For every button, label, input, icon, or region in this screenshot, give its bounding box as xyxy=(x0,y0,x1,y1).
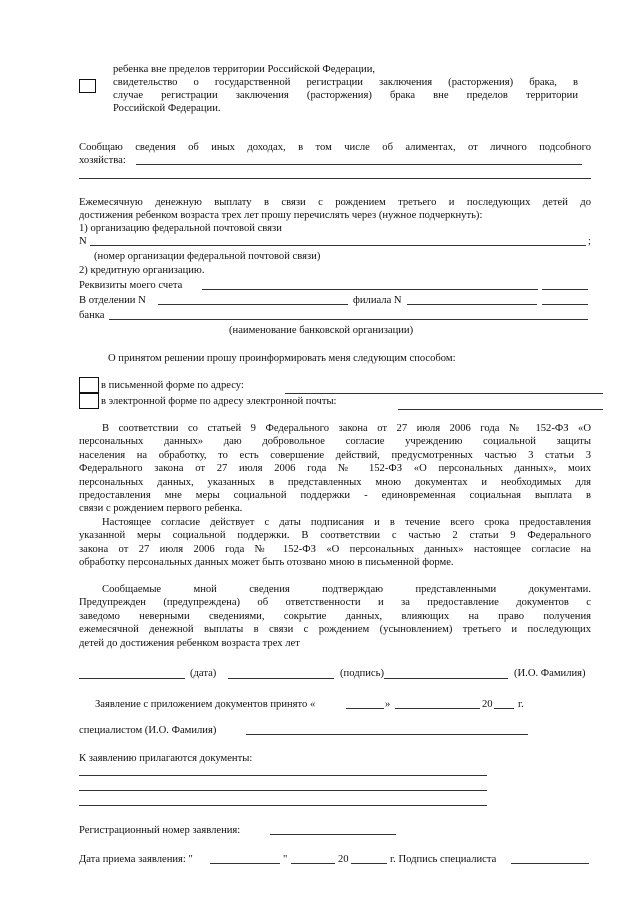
consent-line: Сообщаемые мной сведения подтверждаю представленными документами. xyxy=(102,584,591,595)
bank-field[interactable] xyxy=(109,319,588,320)
branch-label: В отделении N xyxy=(79,295,146,306)
consent-line: персональных данных, указанных в представленных мною документах и необходимых для xyxy=(79,476,591,488)
document-checkbox[interactable] xyxy=(79,79,96,93)
receipt-rest: г. Подпись специалиста xyxy=(390,854,497,865)
bank-caption: (наименование банковской организации) xyxy=(229,325,414,336)
receipt-sign-field[interactable] xyxy=(511,863,589,864)
accepted-text: Заявление с приложением документов принято « xyxy=(95,699,316,710)
receipt-year-prefix: 20 xyxy=(338,854,349,865)
doc-line: свидетельство о государственной регистрации заключения (расторжения) брака, в xyxy=(113,77,578,88)
accepted-year-suffix: г. xyxy=(518,699,524,710)
notify-paper-checkbox[interactable] xyxy=(79,377,99,393)
post-caption: (номер организации федеральной почтовой связи) xyxy=(94,251,321,262)
attached-line[interactable] xyxy=(79,790,487,791)
reg-label: Регистрационный номер заявления: xyxy=(79,825,241,836)
post-number-end: ; xyxy=(588,236,591,247)
receipt-year-field[interactable] xyxy=(351,863,387,864)
attached-label: К заявлению прилагаются документы: xyxy=(79,753,253,764)
receipt-label: Дата приема заявления: " xyxy=(79,854,193,865)
other-income-text: Сообщаю сведения об иных доходах, в том числе об алиментах, от личного подсобного xyxy=(79,142,591,153)
fio-field[interactable] xyxy=(384,678,508,679)
signature-caption: (подпись) xyxy=(340,668,384,679)
account-label: Реквизиты моего счета xyxy=(79,280,183,291)
consent-line: персональных данных» даю добровольное согласие учреждению социальной защиты xyxy=(79,436,591,448)
notify-paper-field[interactable] xyxy=(285,393,603,394)
other-income-field-2[interactable] xyxy=(79,178,591,179)
consent-line: закона от 27 июля 2006 года № 152-ФЗ «О персональных данных» настоящее согласие на xyxy=(79,543,591,555)
attached-line[interactable] xyxy=(79,805,487,806)
payment-text: достижения ребенком возраста трех лет прошу перечислять через (нужное подчеркнуть): xyxy=(79,210,483,221)
specialist-field[interactable] xyxy=(246,734,528,735)
receipt-quote: " xyxy=(283,854,288,865)
accepted-year-field[interactable] xyxy=(494,708,514,709)
accepted-year-prefix: 20 xyxy=(482,699,493,710)
consent-line: Федерального закона от 27 июля 2006 года № 152-ФЗ «О персональных данных», моих xyxy=(79,463,591,475)
consent-line: обработку персональных данных может быть отозвано мною в письменной форме. xyxy=(79,557,454,569)
receipt-day-field[interactable] xyxy=(210,863,280,864)
account-field[interactable] xyxy=(202,289,538,290)
consent-line: населения на обработку, то есть совершение действий, предусмотренных частью 3 статьи 3 xyxy=(79,449,591,461)
consent-line: детей до достижения ребенком возраста трех лет xyxy=(79,637,300,649)
consent-line: указанной меры социальной поддержки. В соответствии с частью 2 статьи 9 Федерального xyxy=(79,530,591,542)
consent-line: В соответствии со статьей 9 Федерального закона от 27 июля 2006 года № 152-ФЗ «О xyxy=(102,423,591,434)
payment-text: Ежемесячную денежную выплату в связи с рождением третьего и последующих детей до xyxy=(79,197,591,208)
reg-field[interactable] xyxy=(270,834,396,835)
doc-line: ребенка вне пределов территории Российской Федерации, xyxy=(113,64,376,75)
specialist-label: специалистом (И.О. Фамилия) xyxy=(79,725,217,736)
date-caption: (дата) xyxy=(190,668,217,679)
notify-intro: О принятом решении прошу проинформировать меня следующим способом: xyxy=(108,353,456,364)
filial-label: филиала N xyxy=(353,295,402,306)
consent-line: ежемесячной денежной выплаты в связи с рождением (усыновлением) третьего и последующих xyxy=(79,624,591,636)
account-field-2[interactable] xyxy=(542,289,588,290)
branch-field[interactable] xyxy=(158,304,348,305)
payment-option-bank[interactable]: 2) кредитную организацию. xyxy=(79,265,205,276)
doc-line: случае регистрации заключения (расторжения) брака вне пределов территории xyxy=(113,90,578,101)
accepted-month-field[interactable] xyxy=(395,708,480,709)
notify-email-label: в электронной форме по адресу электронной почты: xyxy=(101,396,337,407)
fio-caption: (И.О. Фамилия) xyxy=(514,668,586,679)
consent-line: Настоящее согласие действует с даты подписания и в течение всего срока предоставления xyxy=(102,517,591,528)
consent-line: связи с рождением первого ребенка. xyxy=(79,503,243,515)
notify-email-field[interactable] xyxy=(398,409,603,410)
post-number-field[interactable] xyxy=(90,245,586,246)
doc-line: Российской Федерации. xyxy=(113,103,221,114)
filial-field-2[interactable] xyxy=(542,304,588,305)
consent-line: предоставления мне меры социальной поддержки - единовременная социальная выплата в xyxy=(79,490,591,501)
receipt-month-field[interactable] xyxy=(291,863,335,864)
notify-paper-label: в письменной форме по адресу: xyxy=(101,380,244,391)
bank-label: банка xyxy=(79,310,105,321)
other-income-field[interactable] xyxy=(136,164,582,165)
payment-option-post[interactable]: 1) организацию федеральной почтовой связи xyxy=(79,223,282,234)
post-number-label: N xyxy=(79,236,87,247)
filial-field[interactable] xyxy=(407,304,537,305)
consent-line: Предупрежден (предупреждена) об ответственности и за предоставление документов с xyxy=(79,597,591,609)
date-field[interactable] xyxy=(79,678,185,679)
accepted-day-field[interactable] xyxy=(346,708,384,709)
notify-email-checkbox[interactable] xyxy=(79,393,99,409)
other-income-label: хозяйства: xyxy=(79,155,126,166)
consent-line: заведомо неверными сведениями, сокрытие данных, влияющих на право получения xyxy=(79,610,591,622)
accepted-quote-close: » xyxy=(385,699,391,710)
signature-field[interactable] xyxy=(228,678,334,679)
attached-line[interactable] xyxy=(79,775,487,776)
